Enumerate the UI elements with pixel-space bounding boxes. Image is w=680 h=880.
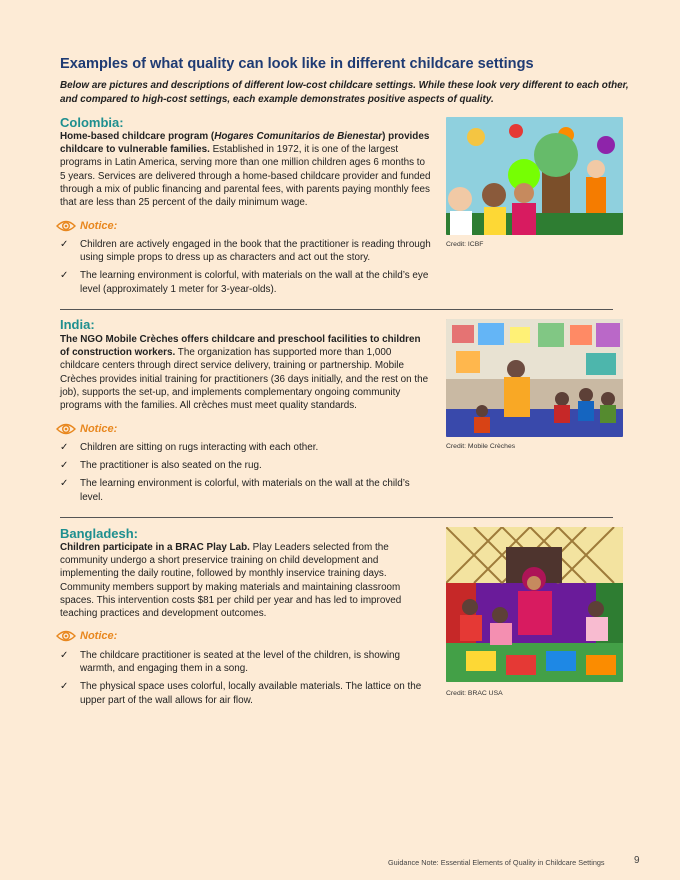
notice-label: Notice: [80,630,118,642]
body-colombia: Established in 1972, it is one of the largest programs in Latin America, serving more than one million children ages 6 months to 5 years. Services are delivered through a home-based childcare provider and funded through a mix of public financing and parental fees, with parents paying monthly fees that are less than 25 percent of the daily minimum wage. [60,144,431,209]
lead-colombia-part2: ) provides childcare to vulnerable families. [60,131,430,156]
check-icon: ✓ [60,650,69,661]
notice-list-colombia [60,238,432,301]
list-item: ✓ Children are actively engaged in the book that the practitioner is reading through using simple props to dress up as characters and act out the story. [60,239,431,264]
list-item: ✓ The physical space uses colorful, locally available materials. The lattice on the upper part of the wall allows for air flow. [60,681,422,706]
description-bangladesh [60,541,432,620]
check-icon: ✓ [60,270,69,282]
body-india: The organization has supported more than 1,000 childcare centers through direct service delivery, training or partnership. Mobile Crèches provides initial training for practitioners (36 days initially, and the rest on the job), supports the set-up, and implements complementary ongoing community programs with the families. All crèches must meet quality standards. [60,347,429,412]
photo-credit-india: Credit: Mobile Crèches [446,443,516,450]
notice-label: Notice: [80,220,118,232]
eye-icon [56,219,76,233]
intro-text: Below are pictures and descriptions of different low-cost childcare settings. While these look very different to each other, and compared to high-cost settings, each example demonstrates positive aspects of quality. [60,80,629,105]
lead-colombia-italic: Hogares Comunitarios de Bienestar [214,131,383,142]
photo-credit-bangladesh: Credit: BRAC USA [446,690,503,697]
lead-bangladesh: Children participate in a BRAC Play Lab. [60,542,250,553]
eye-icon [56,629,76,643]
notice-list-bangladesh [60,649,432,712]
description-colombia [60,130,432,209]
check-icon: ✓ [60,478,69,490]
list-item: ✓ The childcare practitioner is seated at the level of the children, is showing warmth, and engaging them in a song. [60,650,401,675]
photo-credit-colombia: Credit: ICBF [446,241,484,248]
section-divider [60,309,613,310]
check-icon: ✓ [60,239,69,250]
country-heading-colombia: Colombia: [60,115,124,130]
check-icon: ✓ [60,681,69,693]
list-item: ✓ Children are sitting on rugs interacting with each other. [60,442,319,453]
country-heading-india: India: [60,317,95,332]
photo-india [446,319,623,437]
notice-colombia [56,219,117,233]
description-india [60,333,432,412]
lead-india: The NGO Mobile Crèches offers childcare and preschool facilities to children of construction workers. [60,334,421,359]
check-icon: ✓ [60,442,69,453]
list-item: ✓ The learning environment is colorful, with materials on the wall at the child’s eye level (approximately 1 meter for 3-year-olds). [60,270,429,295]
country-heading-bangladesh: Bangladesh: [60,526,139,541]
check-icon: ✓ [60,460,69,472]
notice-india [56,422,117,436]
page-title: Examples of what quality can look like in different childcare settings [60,56,534,72]
footer-text: Guidance Note: Essential Elements of Quality in Childcare Settings [388,858,605,867]
section-divider [60,517,613,518]
notice-list-india [60,441,432,509]
notice-label: Notice: [80,423,118,435]
lead-colombia-part1: Home-based childcare program ( [60,131,215,142]
list-item: ✓ The learning environment is colorful, with materials on the wall at the child’s level. [60,478,410,503]
notice-bangladesh [56,629,117,643]
body-bangladesh: Play Leaders selected from the community undergo a short preservice training on child development and implementing the daily routine, followed by monthly inservice training days. Community members support by making materials and maintaining classroom spaces. This intervention costs $81 per child per year and has led to improved teaching practices and development outcomes. [60,542,402,620]
photo-colombia [446,117,623,235]
list-item: ✓ The practitioner is also seated on the rug. [60,460,262,472]
page-number: 9 [634,855,640,866]
eye-icon [56,422,76,436]
photo-bangladesh [446,527,623,682]
